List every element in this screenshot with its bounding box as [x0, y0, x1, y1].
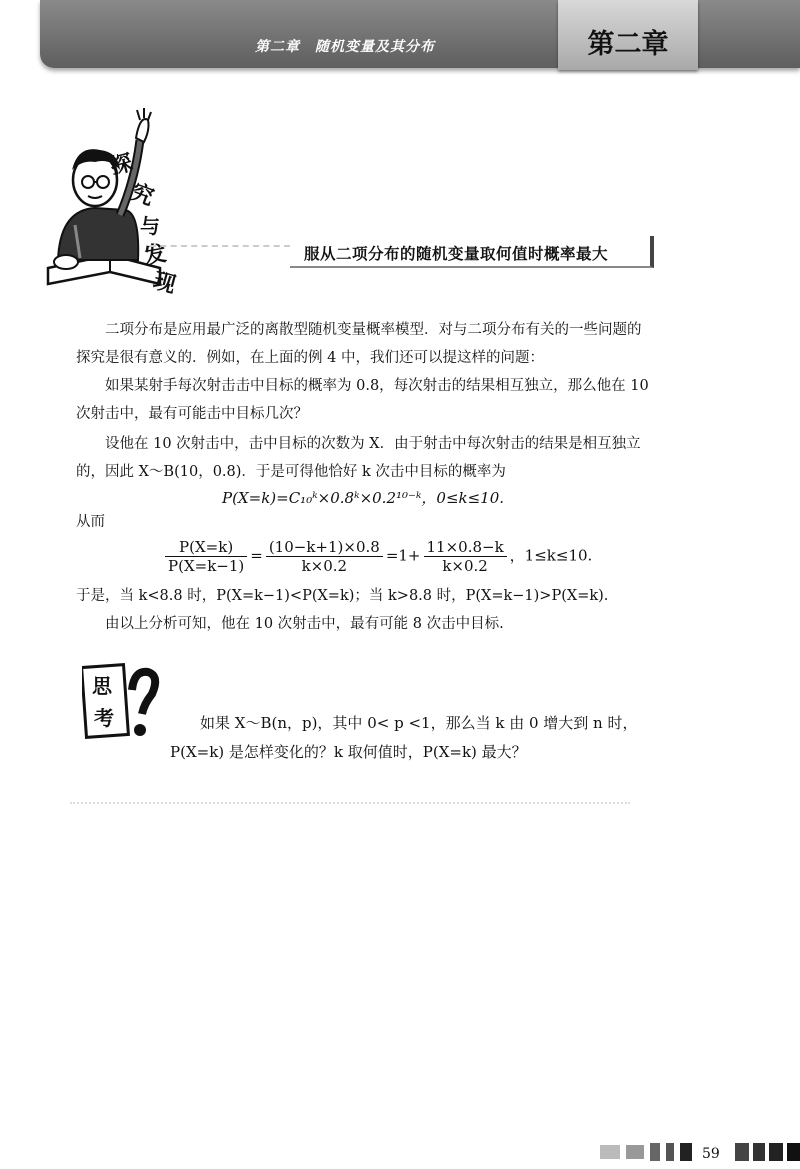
- chapter-tab: [558, 0, 698, 70]
- think-question-line-1: 如果 X～B(n，p)，其中 0< p <1，那么当 k 由 0 增大到 n 时，: [200, 714, 638, 732]
- section-title: 服从二项分布的随机变量取何值时概率最大: [304, 245, 609, 263]
- section-title-box: [290, 236, 654, 268]
- ratio-fraction-1-denominator: P(X=k−1): [168, 557, 245, 575]
- paragraph-4: 于是，当 k<8.8 时，P(X=k−1)<P(X=k)；当 k>8.8 时，P(X=k−1)>P(X=k).: [76, 588, 609, 604]
- think-char-2: 考: [94, 706, 114, 730]
- paragraph-3-line-1: 设他在 10 次射击中，击中目标的次数为 X．由于射击中每次射击的结果是相互独立: [105, 436, 641, 452]
- footer-decoration-right: [735, 1143, 800, 1161]
- think-cartoon: [82, 662, 162, 742]
- paragraph-2-line-2: 次射击中，最有可能击中目标几次？: [76, 406, 308, 422]
- ratio-fraction-2-denominator: k×0.2: [301, 557, 348, 575]
- explore-discover-cartoon: [40, 100, 190, 300]
- ratio-fraction-3-denominator: k×0.2: [442, 557, 488, 575]
- explore-char-3: 与: [140, 214, 160, 238]
- ratio-fraction-2: [266, 538, 383, 575]
- ratio-fraction-3-numerator: 11×0.8−k: [424, 538, 507, 557]
- ratio-fraction-1-numerator: P(X=k): [165, 538, 247, 557]
- explore-char-2: 究: [127, 179, 157, 211]
- paragraph-2-line-1: 如果某射手每次射击击中目标的概率为 0.8，每次射击的结果相互独立，那么他在 10: [105, 378, 649, 394]
- explore-char-5: 现: [150, 268, 179, 299]
- scan-smudge: [70, 802, 630, 804]
- title-leader-line: [150, 245, 290, 247]
- explore-char-1: 探: [107, 150, 136, 181]
- equals-one-plus: =1+: [385, 546, 421, 565]
- explore-char-4: 发: [142, 241, 169, 270]
- paragraph-5: 由以上分析可知，他在 10 次射击中，最有可能 8 次击中目标.: [105, 616, 504, 632]
- ratio-equation: [162, 538, 592, 575]
- chapter-subtitle: 第二章 随机变量及其分布: [255, 39, 435, 55]
- think-question-line-2: P(X=k) 是怎样变化的？k 取何值时，P(X=k) 最大？: [170, 743, 527, 761]
- footer-decoration-left: [600, 1143, 700, 1161]
- chapter-tab-label: 第二章: [587, 29, 669, 60]
- ratio-fraction-2-numerator: (10−k+1)×0.8: [266, 538, 383, 557]
- paragraph-3-line-2: 的，因此 X～B(10，0.8)．于是可得他恰好 k 次击中目标的概率为: [76, 464, 506, 480]
- ratio-fraction-1: [165, 538, 247, 575]
- paragraph-1-line-2: 探究是很有意义的．例如，在上面的例 4 中，我们还可以提这样的问题：: [76, 350, 544, 366]
- ratio-range: ，1≤k≤10.: [509, 546, 593, 565]
- page-number: 59: [702, 1146, 720, 1162]
- therefore-label: 从而: [76, 514, 105, 530]
- equals-sign: =: [250, 546, 263, 565]
- think-char-1: 思: [92, 674, 112, 698]
- ratio-fraction-3: [424, 538, 507, 575]
- paragraph-1-line-1: 二项分布是应用最广泛的离散型随机变量概率模型．对与二项分布有关的一些问题的: [105, 322, 642, 338]
- binomial-probability-formula: P(X=k)=C₁₀ᵏ×0.8ᵏ×0.2¹⁰⁻ᵏ，0≤k≤10.: [222, 489, 505, 507]
